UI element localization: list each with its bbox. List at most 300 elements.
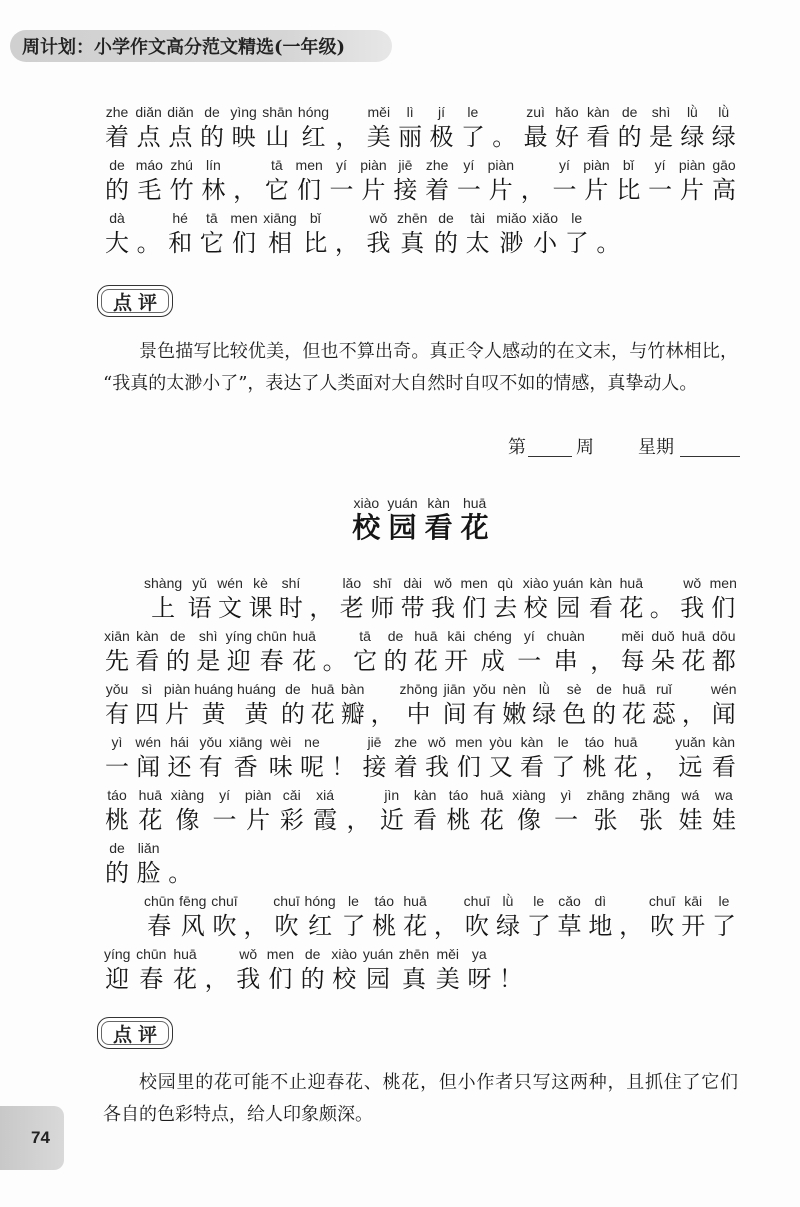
- pinyin: huā: [462, 495, 487, 511]
- hanzi: 娃: [678, 806, 703, 834]
- hanzi: 相: [267, 229, 292, 257]
- pinyin: xiào: [331, 946, 358, 962]
- pinyin: piàn: [583, 157, 610, 173]
- character-cell: [143, 891, 175, 944]
- pinyin: yí: [654, 157, 666, 173]
- character-cell: [709, 573, 738, 626]
- character-cell: [679, 891, 707, 944]
- character-cell: [216, 573, 244, 626]
- hanzi: 花: [460, 511, 489, 544]
- hanzi: 花: [403, 912, 428, 940]
- hanzi: 我: [236, 965, 261, 993]
- page-number-tab: [0, 1106, 64, 1170]
- pinyin: wén: [710, 681, 737, 697]
- pinyin: wǒ: [369, 210, 388, 226]
- character-cell: [178, 891, 207, 944]
- hanzi: 看: [519, 753, 544, 781]
- pinyin: jìn: [384, 787, 400, 803]
- punctuation-cell: [333, 102, 361, 155]
- character-cell: [650, 679, 678, 732]
- character-cell: [396, 102, 424, 155]
- hanzi: 花: [613, 753, 638, 781]
- hanzi: 们: [711, 594, 736, 622]
- pinyin: lǜ: [686, 104, 698, 120]
- essay-title: [103, 493, 738, 545]
- hanzi: 极: [429, 123, 454, 151]
- punctuation: ，: [433, 912, 458, 940]
- hanzi: 看: [586, 123, 611, 151]
- hanzi: 开: [444, 647, 469, 675]
- hanzi: 花: [173, 965, 198, 993]
- character-cell: [199, 155, 227, 208]
- character-cell: [299, 944, 327, 997]
- pinyin: liǎn: [137, 840, 160, 856]
- hanzi: 片: [488, 176, 513, 204]
- pinyin: de: [596, 681, 612, 697]
- comment-badge-label: 点评: [112, 291, 163, 314]
- hanzi: 花: [138, 806, 163, 834]
- hanzi: 看: [424, 511, 453, 544]
- hanzi: 校: [352, 511, 381, 544]
- hanzi: 师: [370, 594, 395, 622]
- pinyin: cǎo: [558, 893, 581, 909]
- hanzi: 是: [649, 123, 674, 151]
- hanzi: 比: [303, 229, 328, 257]
- pinyin-text-line: [103, 679, 738, 732]
- pinyin: wǒ: [434, 575, 453, 591]
- pinyin: měi: [367, 104, 391, 120]
- hanzi: 林: [201, 176, 226, 204]
- hanzi: 张: [593, 806, 618, 834]
- punctuation-cell: [369, 679, 397, 732]
- pinyin: le: [348, 893, 359, 909]
- pinyin: lǜ: [718, 104, 730, 120]
- hanzi: 大: [105, 229, 129, 257]
- character-cell: [262, 208, 297, 261]
- pinyin: huā: [681, 628, 706, 644]
- pinyin: tā: [359, 628, 371, 644]
- hanzi: 桃: [105, 806, 129, 834]
- pinyin: táo: [584, 734, 605, 750]
- hanzi: 成: [480, 647, 505, 675]
- character-cell: [143, 573, 183, 626]
- pinyin: wèi: [270, 734, 292, 750]
- character-cell: [234, 944, 262, 997]
- pinyin: wá: [681, 787, 700, 803]
- hanzi: 山: [265, 123, 290, 151]
- pinyin: de: [438, 210, 454, 226]
- character-cell: [710, 785, 738, 838]
- hanzi: 课: [248, 594, 273, 622]
- pinyin: měi: [436, 946, 459, 962]
- hanzi: 看: [711, 753, 736, 781]
- hanzi: 花: [681, 647, 706, 675]
- pinyin: chuī: [211, 893, 238, 909]
- pinyin: yuán: [362, 946, 394, 962]
- punctuation: ！: [498, 965, 523, 993]
- character-cell: [401, 891, 429, 944]
- pinyin: máo: [135, 157, 163, 173]
- week-prefix: 第: [508, 437, 526, 458]
- hanzi: 一: [105, 753, 129, 781]
- character-cell: [295, 155, 324, 208]
- hanzi: 的: [105, 859, 129, 887]
- character-cell: [423, 732, 451, 785]
- character-cell: [135, 155, 164, 208]
- pinyin: kàn: [520, 734, 544, 750]
- hanzi: 真: [400, 229, 425, 257]
- pinyin: xiàng: [512, 787, 546, 803]
- pinyin: shàng: [144, 575, 183, 591]
- pinyin: huā: [622, 681, 646, 697]
- hanzi: 是: [196, 647, 221, 675]
- pinyin: xiān: [104, 628, 130, 644]
- character-cell: [454, 732, 483, 785]
- character-cell: [398, 944, 430, 997]
- hanzi: 黄: [244, 700, 269, 728]
- character-cell: [135, 944, 167, 997]
- punctuation: 。: [649, 594, 674, 622]
- pinyin: men: [460, 575, 488, 591]
- hanzi: 花: [413, 647, 438, 675]
- character-cell: [170, 785, 205, 838]
- hanzi: 呢: [299, 753, 324, 781]
- character-cell: [277, 573, 305, 626]
- hanzi: 绿: [680, 123, 705, 151]
- hanzi: 花: [622, 700, 646, 728]
- hanzi: 着: [105, 123, 129, 151]
- character-cell: [678, 573, 706, 626]
- character-cell: [263, 155, 291, 208]
- hanzi: 味: [268, 753, 293, 781]
- comment-text: [103, 336, 738, 400]
- character-cell: [710, 679, 738, 732]
- character-cell: [679, 626, 707, 679]
- pinyin: nèn: [502, 681, 527, 697]
- pinyin: tài: [470, 210, 485, 226]
- punctuation-cell: [321, 626, 349, 679]
- character-cell: [266, 944, 295, 997]
- character-cell: [530, 679, 558, 732]
- character-cell: [103, 208, 131, 261]
- pinyin-text-line: [103, 944, 738, 997]
- hanzi: 高: [712, 176, 736, 204]
- pinyin: zhe: [105, 104, 129, 120]
- character-cell: [228, 732, 263, 785]
- pinyin: shì: [651, 104, 671, 120]
- hanzi: 映: [231, 123, 256, 151]
- hanzi: 看: [135, 647, 160, 675]
- pinyin: jí: [438, 104, 446, 120]
- character-cell: [168, 155, 196, 208]
- character-cell: [261, 102, 293, 155]
- hanzi: 点: [136, 123, 161, 151]
- character-cell: [378, 785, 406, 838]
- hanzi: 春: [259, 647, 284, 675]
- pinyin: zhe: [425, 157, 449, 173]
- character-cell: [135, 838, 163, 891]
- comment-line: 校园里的花可能不止迎春花、桃花，但小作者只写这两种，且抓住了它们: [139, 1072, 738, 1093]
- character-cell: [210, 891, 238, 944]
- pinyin: chéng: [473, 628, 512, 644]
- character-cell: [133, 679, 161, 732]
- pinyin: dì: [594, 893, 607, 909]
- pinyin: huā: [138, 787, 163, 803]
- punctuation-cell: [344, 785, 372, 838]
- hanzi: 的: [592, 700, 617, 728]
- hanzi: 四: [134, 700, 159, 728]
- character-cell: [163, 679, 191, 732]
- continued-essay-text: [103, 102, 738, 261]
- character-cell: [674, 732, 706, 785]
- pinyin-text-line: [103, 838, 738, 891]
- pinyin: hái: [170, 734, 189, 750]
- hanzi: 色: [562, 700, 587, 728]
- hanzi: 春: [147, 912, 172, 940]
- hanzi: 接: [393, 176, 418, 204]
- pinyin: xiàng: [170, 787, 205, 803]
- character-cell: [678, 155, 706, 208]
- character-cell: [166, 208, 194, 261]
- punctuation: 。: [168, 859, 193, 887]
- character-cell: [412, 626, 440, 679]
- character-cell: [328, 155, 356, 208]
- hanzi: 香: [233, 753, 258, 781]
- pinyin: diǎn: [167, 104, 194, 120]
- pinyin: zhāng: [631, 787, 671, 803]
- punctuation-cell: [617, 891, 645, 944]
- character-cell: [495, 208, 527, 261]
- pinyin: wén: [135, 734, 162, 750]
- character-cell: [298, 732, 326, 785]
- hanzi: 们: [456, 753, 481, 781]
- pinyin: men: [455, 734, 483, 750]
- character-cell: [646, 155, 674, 208]
- pinyin: yí: [336, 157, 347, 173]
- page-number: 74: [31, 1128, 50, 1147]
- character-cell: [103, 732, 131, 785]
- character-cell: [522, 102, 550, 155]
- pinyin: piàn: [487, 157, 515, 173]
- hanzi: 渺: [499, 229, 524, 257]
- character-cell: [525, 891, 553, 944]
- pinyin: kāi: [684, 893, 703, 909]
- pinyin: huā: [403, 893, 427, 909]
- punctuation: ，: [335, 123, 360, 151]
- hanzi: 了: [460, 123, 485, 151]
- punctuation: ！: [331, 753, 356, 781]
- hanzi: 和: [168, 229, 193, 257]
- pinyin: yuán: [553, 575, 584, 591]
- character-cell: [360, 732, 388, 785]
- hanzi: 花: [310, 700, 335, 728]
- hanzi: 片: [680, 176, 705, 204]
- character-cell: [364, 208, 392, 261]
- hanzi: 红: [301, 123, 326, 151]
- character-cell: [549, 732, 577, 785]
- hanzi: 嫩: [502, 700, 527, 728]
- hanzi: 的: [300, 965, 325, 993]
- hanzi: 片: [584, 176, 609, 204]
- character-cell: [399, 573, 427, 626]
- hanzi: 朵: [651, 647, 676, 675]
- pinyin: hǎo: [555, 104, 579, 120]
- character-cell: [411, 785, 439, 838]
- character-cell: [194, 626, 222, 679]
- pinyin: zhāng: [586, 787, 625, 803]
- character-cell: [459, 102, 487, 155]
- hanzi: 太: [465, 229, 490, 257]
- hanzi: 最: [523, 123, 548, 151]
- hanzi: 上: [151, 594, 176, 622]
- pinyin: zhēn: [397, 210, 428, 226]
- pinyin: wén: [217, 575, 243, 591]
- character-cell: [563, 208, 591, 261]
- week-number-blank: [528, 436, 572, 457]
- pinyin: shì: [198, 628, 218, 644]
- pinyin: lǎo: [342, 575, 362, 591]
- pinyin: de: [170, 628, 186, 644]
- character-cell: [365, 102, 393, 155]
- character-cell: [278, 785, 306, 838]
- punctuation: ，: [590, 647, 615, 675]
- pinyin: xiāng: [263, 210, 297, 226]
- hanzi: 有: [472, 700, 497, 728]
- pinyin: cǎi: [282, 787, 301, 803]
- punctuation: ，: [370, 700, 395, 728]
- pinyin: huā: [480, 787, 504, 803]
- character-cell: [246, 573, 274, 626]
- character-cell: [464, 208, 492, 261]
- pinyin-text-line: [103, 626, 738, 679]
- hanzi: 有: [105, 700, 129, 728]
- pinyin: de: [304, 946, 321, 962]
- pinyin: táo: [448, 787, 469, 803]
- hanzi: 它: [353, 647, 378, 675]
- hanzi: 每: [620, 647, 645, 675]
- comment-line: “我真的太渺小了”，表达了人类面对大自然时自叹不如的情感，真挚动人。: [103, 373, 698, 394]
- character-cell: [236, 679, 277, 732]
- hanzi: 闻: [711, 700, 736, 728]
- pinyin: ya: [471, 946, 487, 962]
- pinyin: chūn: [136, 946, 167, 962]
- comment-badge: [97, 1017, 173, 1049]
- character-cell: [619, 626, 647, 679]
- hanzi: 了: [526, 912, 551, 940]
- character-cell: [166, 732, 194, 785]
- pinyin: yuán: [387, 495, 418, 511]
- hanzi: 远: [678, 753, 703, 781]
- character-cell: [491, 573, 519, 626]
- hanzi: 们: [462, 594, 487, 622]
- hanzi: 片: [246, 806, 271, 834]
- punctuation-cell: [333, 208, 361, 261]
- character-cell: [511, 785, 546, 838]
- character-cell: [381, 626, 409, 679]
- pinyin: bàn: [341, 681, 365, 697]
- character-cell: [103, 679, 131, 732]
- punctuation-cell: [307, 573, 335, 626]
- character-cell: [494, 891, 522, 944]
- pinyin: le: [533, 893, 545, 909]
- character-cell: [103, 838, 131, 891]
- character-cell: [647, 102, 675, 155]
- comment-line: 各自的色彩特点，给人印象颇深。: [103, 1104, 373, 1125]
- hanzi: 花: [479, 806, 504, 834]
- character-cell: [710, 732, 738, 785]
- pinyin: yí: [523, 628, 535, 644]
- pinyin: yìng: [230, 104, 257, 120]
- pinyin: yòu: [489, 734, 512, 750]
- hanzi: 蕊: [651, 700, 676, 728]
- hanzi: 时: [278, 594, 303, 622]
- character-cell: [103, 102, 131, 155]
- hanzi: 先: [105, 647, 129, 675]
- hanzi: 真: [401, 965, 426, 993]
- hanzi: 绿: [711, 123, 736, 151]
- hanzi: 我: [424, 753, 449, 781]
- hanzi: 还: [167, 753, 192, 781]
- character-cell: [620, 679, 648, 732]
- pinyin: ne: [304, 734, 320, 750]
- punctuation: 。: [136, 229, 161, 257]
- pinyin: shī: [372, 575, 392, 591]
- week-suffix: 周: [576, 437, 594, 458]
- punctuation-cell: [166, 838, 194, 891]
- pinyin: jiān: [443, 681, 466, 697]
- character-cell: [193, 679, 234, 732]
- character-cell: [487, 155, 515, 208]
- pinyin: yì: [560, 787, 572, 803]
- pinyin: táo: [107, 787, 127, 803]
- character-cell: [392, 732, 420, 785]
- character-cell: [136, 785, 164, 838]
- hanzi: 中: [406, 700, 431, 728]
- character-cell: [648, 891, 676, 944]
- punctuation: ，: [243, 912, 268, 940]
- hanzi: 都: [711, 647, 736, 675]
- hanzi: 们: [268, 965, 293, 993]
- hanzi: 闻: [136, 753, 161, 781]
- hanzi: 着: [425, 176, 450, 204]
- character-cell: [198, 208, 226, 261]
- punctuation-cell: [432, 891, 460, 944]
- pinyin: lǜ: [538, 681, 550, 697]
- hanzi: 点: [168, 123, 193, 151]
- pinyin: táo: [374, 893, 395, 909]
- character-cell: [590, 679, 618, 732]
- pinyin: hóng: [297, 104, 330, 120]
- pinyin-text-line: [103, 573, 738, 626]
- character-cell: [470, 679, 498, 732]
- pinyin: chūn: [144, 893, 175, 909]
- hanzi: 开: [681, 912, 706, 940]
- pinyin: xiǎo: [532, 210, 558, 226]
- running-header: [10, 30, 392, 62]
- punctuation: ，: [520, 176, 545, 204]
- character-cell: [350, 493, 382, 545]
- pinyin: sì: [141, 681, 153, 697]
- character-cell: [518, 732, 546, 785]
- essay-body: [103, 573, 738, 997]
- punctuation: 。: [596, 229, 621, 257]
- hanzi: 花: [619, 594, 644, 622]
- hanzi: 彩: [279, 806, 304, 834]
- pinyin: men: [230, 210, 258, 226]
- hanzi: 它: [264, 176, 289, 204]
- pinyin: diǎn: [135, 104, 162, 120]
- character-cell: [134, 102, 162, 155]
